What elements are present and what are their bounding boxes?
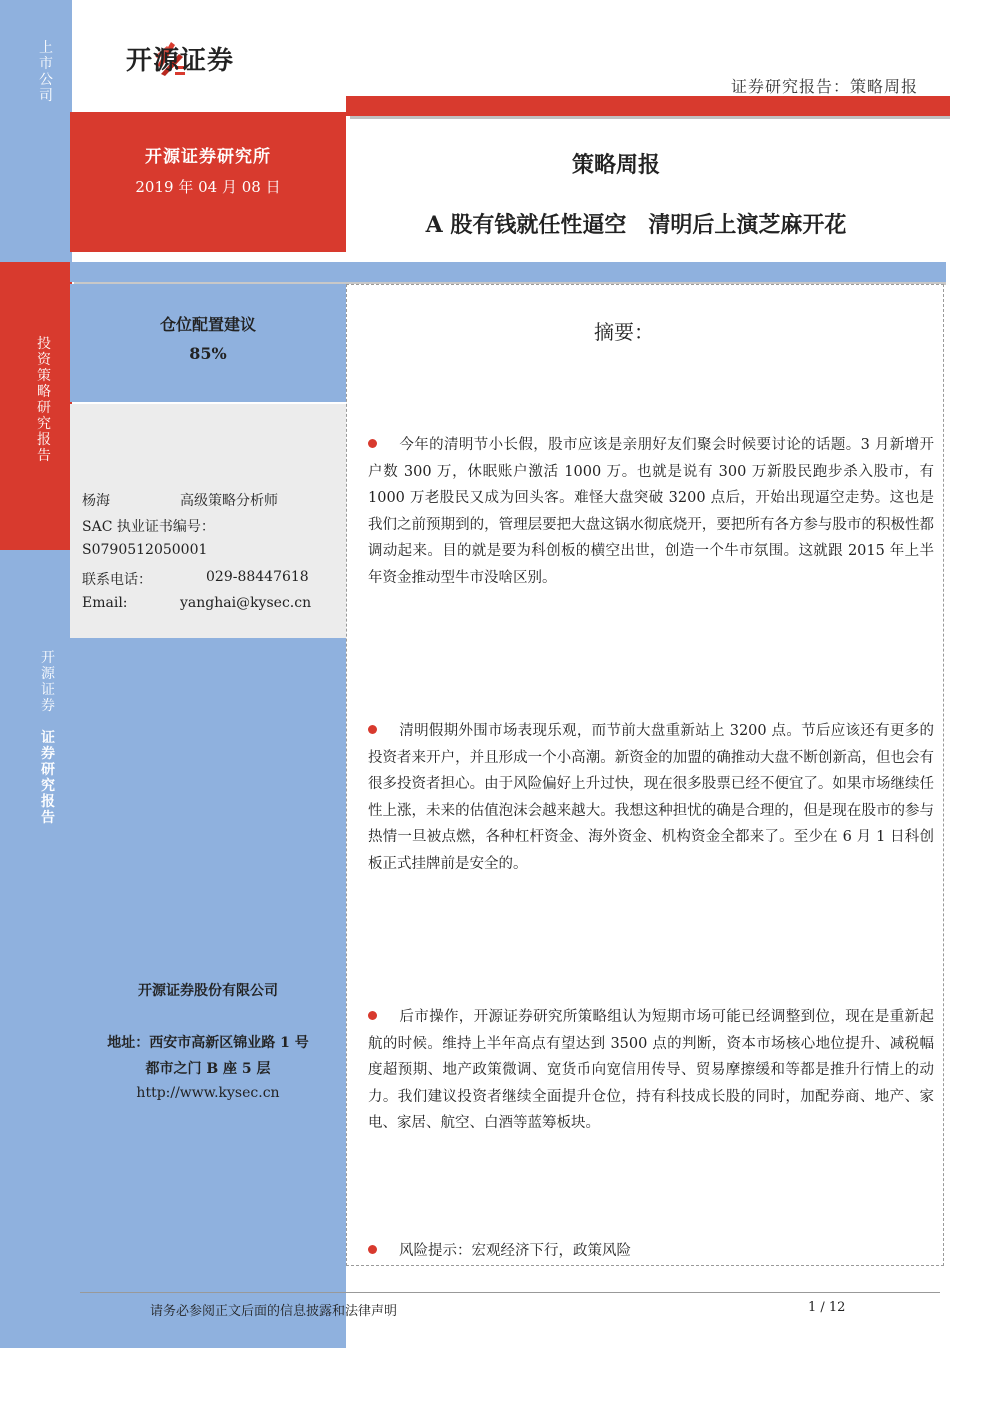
summary-paragraph: 清明假期外围市场表现乐观，而节前大盘重新站上 3200 点。节后应该还有更多的投资者来开户，并且形成一个小高潮。新资金的加盟的确推动大盘不断创新高，但也会有很多投资者担心。由于风险偏好上升过快，现在很多股票已经不便宜了。如果市场继续任性上涨，未来的估值泡沫会越来越大。我想这种担忧的确是合理的，但是现在股市的参与热情一旦被点燃，各种杠杆资金、海外资金、机构资金全都来了。至少在 6 月 1 日科创板正式挂牌前是安全的。 <box>368 723 934 872</box>
side-label-listed-company: 上市公司 <box>39 40 53 104</box>
header-report-type: 证券研究报告：策略周报 <box>730 77 918 96</box>
left-side-band <box>0 0 72 1348</box>
analyst-name: 杨海 <box>82 493 110 509</box>
analyst-email-link[interactable]: yanghai@kysec.cn <box>180 595 312 611</box>
page-number: 1 / 12 <box>808 1300 846 1315</box>
company-website-link[interactable]: http://www.kysec.cn <box>136 1085 280 1101</box>
side-label-report-type: 投资策略研究报告 <box>37 336 51 464</box>
analyst-sac-label: SAC 执业证书编号： <box>82 519 215 535</box>
position-box <box>70 284 346 402</box>
bullet-icon <box>368 1011 377 1020</box>
analyst-tel-label: 联系电话： <box>82 572 152 588</box>
risk-warning: 风险提示：宏观经济下行，政策风险 <box>368 1238 934 1265</box>
logo-text: 开源证券 <box>126 46 235 76</box>
bullet-icon <box>368 725 377 734</box>
divider-blue-bar <box>70 262 946 282</box>
company-name: 开源证券股份有限公司 <box>138 983 278 999</box>
institute-name: 开源证券研究所 <box>145 147 271 167</box>
header-red-bar <box>346 96 950 116</box>
position-value: 85% <box>189 344 227 363</box>
company-address-line2: 都市之门 B 座 5 层 <box>145 1061 271 1077</box>
summary-paragraph: 后市操作，开源证券研究所策略组认为短期市场可能已经调整到位，现在是重新起航的时候。维持上半年高点有望达到 3500 点的判断，资本市场核心地位提升、减税幅度超预期、地产政策微调、宽货币向宽信用传导、贸易摩擦缓和等都是推升行情上的动力。我们建议投资者继续全面提升仓位，持有科技成长股的同时，加配券商、地产、家电、家居、航空、白酒等蓝筹板块。 <box>368 1009 934 1131</box>
document-kind: 策略周报 <box>571 152 660 178</box>
analyst-tel: 029-88447618 <box>206 569 309 585</box>
bullet-icon <box>368 439 377 448</box>
document-headline: A 股有钱就任性逼空 清明后上演芝麻开花 <box>425 212 847 238</box>
summary-paragraph: 今年的清明节小长假，股市应该是亲朋好友们聚会时候要讨论的话题。3 月新增开户数 300 万，休眠账户激活 1000 万。也就是说有 300 万新股民跑步杀入股市，有 1000 万老股民又成为回头客。难怪大盘突破 3200 点后，开始出现逼空走势。这也是我们之前预期到的，管理层要把大盘这锅水彻底烧开，要把所有各方参与股市的积极性都调动起来。目的就是要为科创板的横空出世，创造一个牛市氛围。这就跟 2015 年上半年资金推动型牛市没啥区别。 <box>368 437 934 586</box>
side-label-brand-sub: 证券研究报告 <box>41 730 55 826</box>
footer-rule <box>80 1292 940 1293</box>
header-bar-shadow <box>350 116 950 119</box>
summary-heading: 摘要： <box>594 320 654 344</box>
analyst-sac-number: S0790512050001 <box>82 542 208 558</box>
side-label-brand: 开源证券 <box>41 650 55 714</box>
bullet-icon <box>368 1245 377 1254</box>
footer-disclaimer: 请务必参阅正文后面的信息披露和法律声明 <box>150 1304 398 1319</box>
analyst-title: 高级策略分析师 <box>180 493 278 509</box>
analyst-email-label: Email: <box>82 595 128 611</box>
company-address-line1: 地址：西安市高新区锦业路 1 号 <box>107 1035 309 1051</box>
position-label: 仓位配置建议 <box>159 315 256 334</box>
report-date: 2019 年 04 月 08 日 <box>135 178 281 196</box>
